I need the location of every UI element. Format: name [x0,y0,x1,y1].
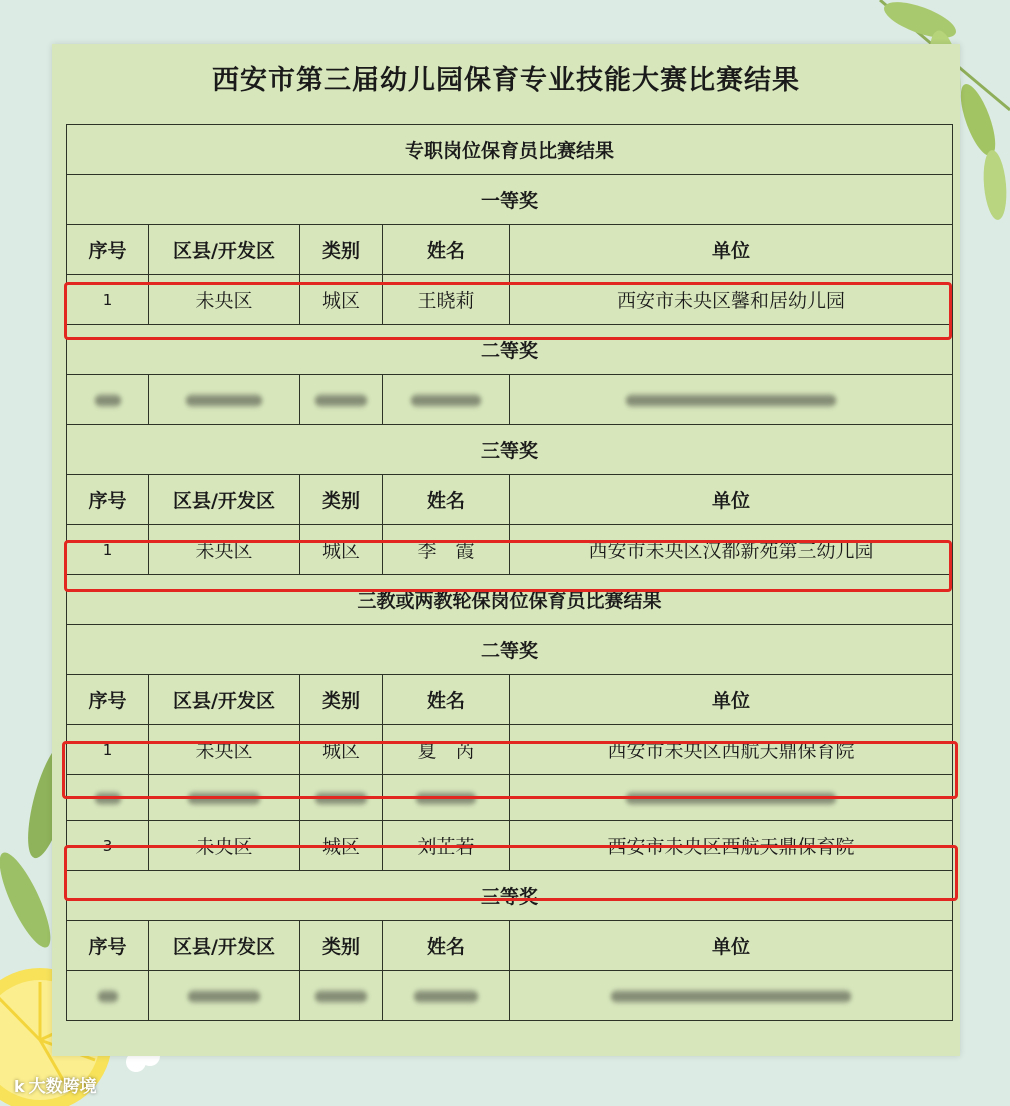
header-district: 区县/开发区 [149,921,300,971]
cell-no: 1 [67,275,149,325]
blurred-cell [383,775,510,821]
header-name: 姓名 [383,225,510,275]
table-row [67,821,953,871]
prize-label: 二等奖 [67,625,953,675]
cell-district: 未央区 [149,821,300,871]
result-sheet [52,44,960,1056]
cell-name: 李 霞 [383,525,510,575]
header-unit: 单位 [510,675,953,725]
column-header-row [67,675,953,725]
header-no: 序号 [67,675,149,725]
section-caption: 专职岗位保育员比赛结果 [67,125,953,175]
cell-category: 城区 [300,275,383,325]
blurred-cell [300,775,383,821]
blurred-row [67,971,953,1021]
cell-category: 城区 [300,725,383,775]
prize-label-row [67,425,953,475]
header-category: 类别 [300,225,383,275]
prize-label: 一等奖 [67,175,953,225]
prize-label-row [67,871,953,921]
prize-label: 二等奖 [67,325,953,375]
header-name: 姓名 [383,675,510,725]
cell-name: 夏 芮 [383,725,510,775]
prize-label-row [67,325,953,375]
cell-no: 1 [67,525,149,575]
blurred-cell [149,375,300,425]
header-no: 序号 [67,475,149,525]
cell-district: 未央区 [149,725,300,775]
cell-name: 刘芷若 [383,821,510,871]
cell-unit: 西安市未央区西航天鼎保育院 [510,725,953,775]
blurred-cell [510,375,953,425]
column-header-row [67,921,953,971]
header-district: 区县/开发区 [149,475,300,525]
blurred-cell [510,971,953,1021]
header-category: 类别 [300,675,383,725]
blurred-cell [383,375,510,425]
cell-unit: 西安市未央区西航天鼎保育院 [510,821,953,871]
blurred-cell [67,971,149,1021]
cell-unit: 西安市未央区馨和居幼儿园 [510,275,953,325]
blurred-cell [300,971,383,1021]
prize-label: 三等奖 [67,871,953,921]
section-caption-row [67,575,953,625]
table-row [67,275,953,325]
table-row [67,725,953,775]
header-unit: 单位 [510,475,953,525]
header-name: 姓名 [383,921,510,971]
blurred-cell [67,375,149,425]
cell-no: 3 [67,821,149,871]
blurred-cell [510,775,953,821]
header-category: 类别 [300,921,383,971]
table-row [67,525,953,575]
blurred-cell [67,775,149,821]
header-name: 姓名 [383,475,510,525]
section-caption-row [67,125,953,175]
cell-name: 王晓莉 [383,275,510,325]
blurred-row [67,775,953,821]
watermark-logo-icon: k [14,1077,25,1096]
cell-unit: 西安市未央区汉都新苑第三幼儿园 [510,525,953,575]
prize-label-row [67,625,953,675]
watermark-text: 大数跨境 [28,1077,97,1097]
header-unit: 单位 [510,225,953,275]
column-header-row [67,475,953,525]
blurred-cell [149,775,300,821]
watermark [14,1072,97,1097]
blurred-row [67,375,953,425]
header-district: 区县/开发区 [149,225,300,275]
cell-no: 1 [67,725,149,775]
prize-label-row [67,175,953,225]
blurred-cell [383,971,510,1021]
document-title: 西安市第三届幼儿园保育专业技能大赛比赛结果 [212,65,800,96]
header-category: 类别 [300,475,383,525]
header-no: 序号 [67,225,149,275]
header-no: 序号 [67,921,149,971]
column-header-row [67,225,953,275]
blurred-cell [300,375,383,425]
section-caption: 三教或两教轮保岗位保育员比赛结果 [67,575,953,625]
cell-district: 未央区 [149,525,300,575]
blurred-cell [149,971,300,1021]
prize-label: 三等奖 [67,425,953,475]
header-district: 区县/开发区 [149,675,300,725]
cell-district: 未央区 [149,275,300,325]
header-unit: 单位 [510,921,953,971]
cell-category: 城区 [300,821,383,871]
results-table [66,124,953,1021]
cell-category: 城区 [300,525,383,575]
